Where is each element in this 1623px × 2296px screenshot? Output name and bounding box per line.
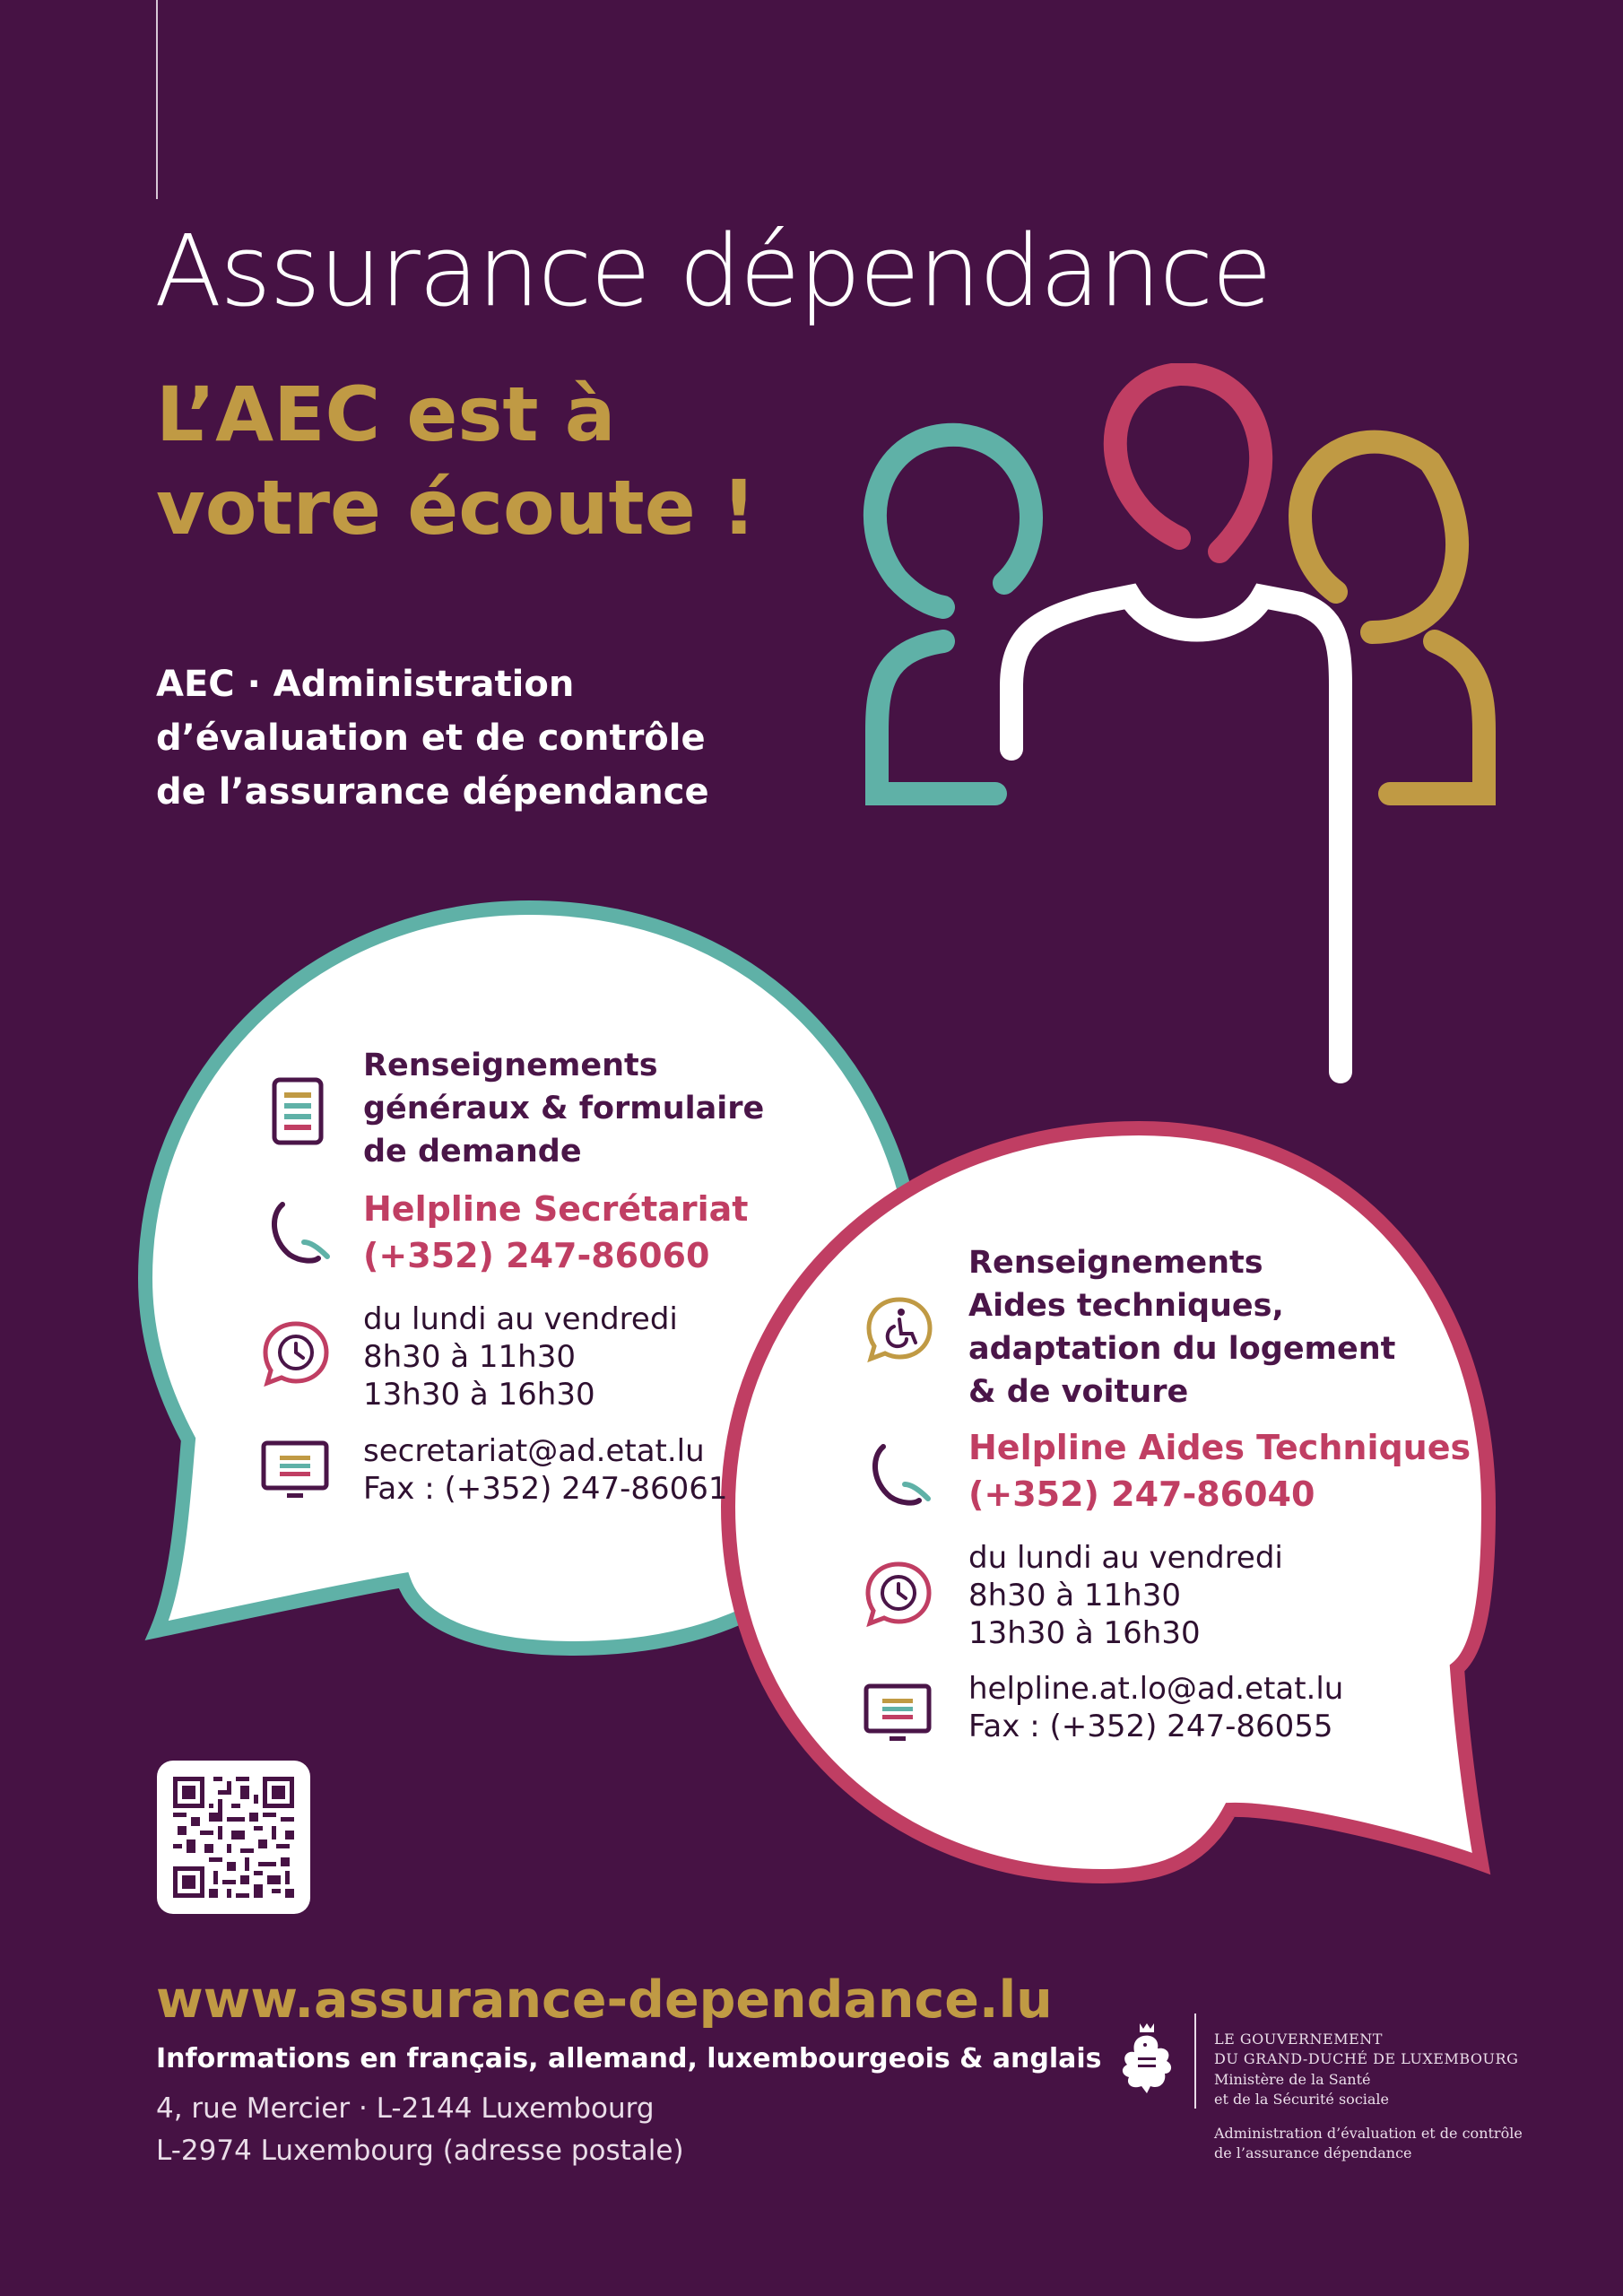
phone-icon xyxy=(865,1439,937,1511)
form-icon xyxy=(271,1076,325,1148)
general-hours-days: du lundi au vendredi xyxy=(363,1301,678,1337)
government-line-4: et de la Sécurité sociale xyxy=(1214,2091,1390,2108)
qr-code-pattern xyxy=(173,1777,294,1898)
general-helpline xyxy=(363,1186,748,1279)
org-line-2: d’évaluation et de contrôle xyxy=(156,718,706,759)
government-name xyxy=(1214,2030,1518,2069)
general-heading-line-3: de demande xyxy=(363,1134,582,1170)
address xyxy=(156,2088,684,2172)
general-helpline-label: Helpline Secrétariat xyxy=(363,1189,749,1229)
technical-heading-line-1: Renseignements xyxy=(968,1245,1263,1281)
technical-heading-line-3: adaptation du logement xyxy=(968,1331,1396,1367)
page-title: Assurance dépendance xyxy=(154,213,1271,328)
general-hours-afternoon: 13h30 à 16h30 xyxy=(363,1377,595,1413)
administration-name xyxy=(1214,2124,1523,2163)
technical-hours-days: du lundi au vendredi xyxy=(968,1540,1283,1576)
technical-email[interactable]: helpline.at.lo@ad.etat.lu xyxy=(968,1671,1344,1707)
government-divider xyxy=(1194,2013,1196,2109)
website-link[interactable]: www.assurance-dependance.lu xyxy=(156,1970,1053,2030)
technical-helpline xyxy=(968,1424,1471,1518)
org-line-3: de l’assurance dépendance xyxy=(156,771,709,813)
government-line-2: DU GRAND-DUCHÉ DE LUXEMBOURG xyxy=(1214,2050,1519,2067)
technical-fax: Fax : (+352) 247-86055 xyxy=(968,1709,1333,1744)
tagline-line-1: L’AEC est à xyxy=(156,370,616,458)
qr-code[interactable] xyxy=(157,1761,310,1914)
monitor-icon xyxy=(260,1439,330,1502)
government-line-1: LE GOUVERNEMENT xyxy=(1214,2031,1383,2048)
general-info-heading xyxy=(363,1044,764,1173)
clock-bubble-icon xyxy=(863,1559,934,1631)
technical-info-heading xyxy=(968,1241,1395,1413)
lion-crest-icon xyxy=(1116,2020,1179,2097)
government-line-6: de l’assurance dépendance xyxy=(1214,2144,1412,2161)
monitor-icon xyxy=(863,1683,933,1745)
government-line-5: Administration d’évaluation et de contrôle xyxy=(1214,2125,1523,2142)
address-line-2: L-2974 Luxembourg (adresse postale) xyxy=(156,2135,684,2167)
technical-heading-line-4: & de voiture xyxy=(968,1374,1189,1410)
technical-contact xyxy=(968,1670,1343,1745)
government-line-3: Ministère de la Santé xyxy=(1214,2071,1371,2088)
general-email[interactable]: secretariat@ad.etat.lu xyxy=(363,1433,705,1469)
languages-info: Informations en français, allemand, luxembourgeois & anglais xyxy=(156,2043,1102,2074)
general-heading-line-2: généraux & formulaire xyxy=(363,1091,765,1126)
address-line-1: 4, rue Mercier · L-2144 Luxembourg xyxy=(156,2092,655,2125)
technical-heading-line-2: Aides techniques, xyxy=(968,1288,1284,1324)
wheelchair-bubble-icon xyxy=(864,1294,935,1366)
technical-hours-morning: 8h30 à 11h30 xyxy=(968,1578,1181,1613)
general-heading-line-1: Renseignements xyxy=(363,1048,658,1083)
phone-icon xyxy=(265,1197,336,1269)
general-fax: Fax : (+352) 247-86061 xyxy=(363,1471,728,1507)
general-hours-morning: 8h30 à 11h30 xyxy=(363,1339,576,1375)
ministry-name xyxy=(1214,2070,1389,2109)
tagline-line-2: votre écoute ! xyxy=(156,464,757,552)
clock-bubble-icon xyxy=(260,1318,332,1390)
general-opening-hours xyxy=(363,1300,678,1413)
technical-helpline-phone[interactable]: (+352) 247-86040 xyxy=(968,1474,1315,1514)
technical-hours-afternoon: 13h30 à 16h30 xyxy=(968,1615,1201,1651)
technical-helpline-label: Helpline Aides Techniques xyxy=(968,1428,1471,1467)
general-helpline-phone[interactable]: (+352) 247-86060 xyxy=(363,1236,710,1275)
general-contact xyxy=(363,1432,728,1508)
org-line-1: AEC · Administration xyxy=(156,664,575,705)
technical-opening-hours xyxy=(968,1539,1283,1652)
